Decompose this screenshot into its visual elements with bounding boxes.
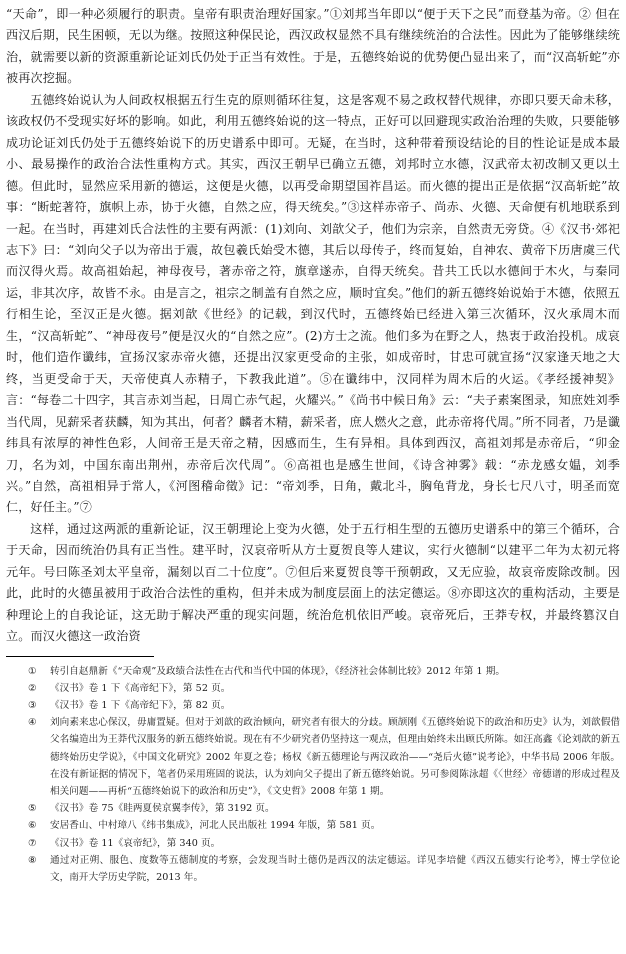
footnote-text: 《汉书》卷 11《哀帝纪》，第 340 页。 [50, 837, 221, 849]
footnote-marker: ② [28, 682, 37, 694]
footnote-2 [6, 680, 620, 697]
footnote-text: 《汉书》卷 1 下《高帝纪下》，第 82 页。 [50, 700, 231, 711]
footnote-text: 安居香山、中村璋八《纬书集成》，河北人民出版社 1994 年版，第 581 页。 [50, 820, 381, 832]
footnote-marker: ③ [28, 700, 37, 711]
main-body [6, 4, 620, 648]
footnote-5 [6, 800, 620, 817]
footnote-divider [6, 656, 154, 657]
footnote-marker: ④ [28, 717, 37, 729]
footnote-marker: ⑥ [28, 820, 37, 832]
footnote-marker: ⑧ [28, 854, 37, 866]
footnote-4 [6, 714, 620, 800]
footnote-6 [6, 817, 620, 834]
footnote-text: 通过对正朔、服色、度数等五德制度的考察，会发现当时土德仍是西汉的法定德运。详见李培健《西汉五德实行论考》，博士学位论文，南开大学历史学院，2013 年。 [50, 854, 620, 884]
footnote-8 [6, 852, 620, 886]
footnotes-section [6, 663, 620, 887]
footnote-marker: ① [28, 665, 37, 677]
footnote-text: 《汉书》卷 75《眭两夏侯京翼李传》，第 3192 页。 [50, 803, 275, 815]
footnote-text: 《汉书》卷 1 下《高帝纪下》，第 52 页。 [50, 682, 231, 694]
footnote-marker: ⑤ [28, 803, 37, 815]
footnote-marker: ⑦ [28, 837, 37, 849]
footnote-text: 刘向素来忠心保汉，毋庸置疑。但对于刘歆的政治倾向，研究者有很大的分歧。顾颉刚《五德终始说下的政治和历史》认为，刘歆假借父名编造出为王莽代汉服务的新五德终始说。现在有不少研究者仍坚持这一观点，但理由始终未出顾氏所陈。如汪高鑫《论刘歆的新五德终始历史学说》，《中国文化研究》2002 年夏之卷；杨权《新五德理论与两汉政治——“尧后火德”说考论》，中华书局 2006 年版。在没有新证据的情况下，笔者仍采用班固的说法，认为刘向父子提出了新五德终始说。另可参阅陈泳超《〈世经〉帝德谱的形成过程及相关问题——再析“五德终始说下的政治和历史”》，《文史哲》2008 年第 1 期。 [50, 717, 620, 798]
body-paragraph-2: 五德终始说认为人间政权根据五行生克的原则循环往复，这是客观不易之政权替代规律，亦即只要天命未移，该政权仍不受现实好坏的影响。如此，利用五德终始说的这一特点，正好可以回避现实政治治理的失败，只要能够成功论证刘氏仍处于五德终始说下的历史谱系中即可。无疑，在当时，这种带着预设结论的目的性论证是成本最小、最易操作的政治合法性重构方式。其实，西汉王朝早已确立五德，刘邦时立水德，汉武帝太初改制又更以土德。但此时，显然应采用新的德运，这便是火德，以再受命期望国祚昌运。而火德的提出正是依据“汉高斩蛇”故事：“断蛇著符，旗帜上赤，协于火德，自然之应，得天统矣。”③这样赤帝子、尚赤、火德、天命便有机地联系到一起。在当时，再建刘氏合法性的主要有两派：(1)刘向、刘歆父子，他们为宗亲，自然责无旁贷。④《汉书·郊祀志下》曰：“刘向父子以为帝出于震，故包羲氏始受木德，其后以母传子，终而复始，自神农、黄帝下历唐虞三代而汉得火焉。故高祖始起，神母夜号，著赤帝之符，旗章遂赤，自得天统矣。昔共工氏以水德间于木火，与秦同运，非其次序，故皆不永。由是言之，祖宗之制盖有自然之应，顺时宜矣。”他们的新五德终始说始于木德，依照五行相生论，至汉正是火德。据刘歆《世经》的记载，到汉代时，五德终始已经进入第三次循环，汉火承周木而生，“汉高斩蛇”、“神母夜号”便是汉火的“自然之应”。(2)方士之流。他们多为在野之人，热衷于政治投机。成哀时，他们造作谶纬，宣扬汉家赤帝火德，还提出汉家更受命的主张，如成帝时，甘忠可就宣扬“汉家逢天地之大终，当更受命于天，天帝使真人赤精子，下教我此道”。⑤在谶纬中，汉同样为周木后的火运。《孝经援神契》言：“每卷二十四字，其言赤刘当起，日周亡赤气起，火耀兴。”《尚书中候日角》云：“夫子素案图录，知庶姓刘季当代周，见薪采者获麟，知为其出，何者？麟者木精，薪采者，庶人燃火之意，此赤帝将代周。”所不同者，乃是谶纬具有浓厚的神性色彩，人间帝王是天帝之精，因感而生，生有异相。具体到西汉，高祖刘邦是赤帝后，“卯金刀，名为刘，中国东南出荆州，赤帝后次代周”。⑥高祖也是感生世间，《诗含神雾》载：“赤龙感女媪，刘季兴。”自然，高祖相异于常人，《河图稽命徵》记：“帝刘季，日角，戴北斗，胸龟背龙，身长七尺八寸，明圣而宽仁，好任主。”⑦ [6, 92, 620, 515]
footnote-7 [6, 835, 620, 852]
body-paragraph-1: “天命”，即一种必须履行的职责。皇帝有职责治理好国家。”①刘邦当年即以“便于天下之民”而登基为帝。② 但在西汉后期，民生困顿，无以为继。按照这种保民论，西汉政权显然不具有继续统治的合法性。因此为了能够继续统治，就需要以新的资源重新论证刘氏仍处于正当有效性。于是，五德终始说的优势便凸显出来了，而“汉高斩蛇”亦被再次挖掘。 [6, 7, 620, 86]
footnote-3 [6, 697, 620, 714]
body-paragraph-3: 这样，通过这两派的重新论证，汉王朝理论上变为火德，处于五行相生型的五德历史谱系中的第三个循环，合于天命，因而统治仍具有正当性。建平时，汉哀帝听从方士夏贺良等人建议，实行火德制“以建平二年为太初元将元年。号曰陈圣刘太平皇帝，漏刻以百二十位度”。⑦但后来夏贺良等干预朝政，又无应验，故哀帝废除改制。因此，此时的火德虽被用于政治合法性的重构，但并未成为制度层面上的法定德运。⑧亦即这次的重构活动，主要是种理论上的自我论证，这无助于解决严重的现实问题，统治危机依旧严峻。哀帝死后，王莽专权，并最终篡汉自立。而汉火德这一政治资 [6, 521, 620, 644]
footnote-text: 转引自赵鼎新《“天命观”及政绩合法性在古代和当代中国的体现》，《经济社会体制比较》2012 年第 1 期。 [50, 665, 506, 677]
footnote-1 [6, 663, 620, 680]
